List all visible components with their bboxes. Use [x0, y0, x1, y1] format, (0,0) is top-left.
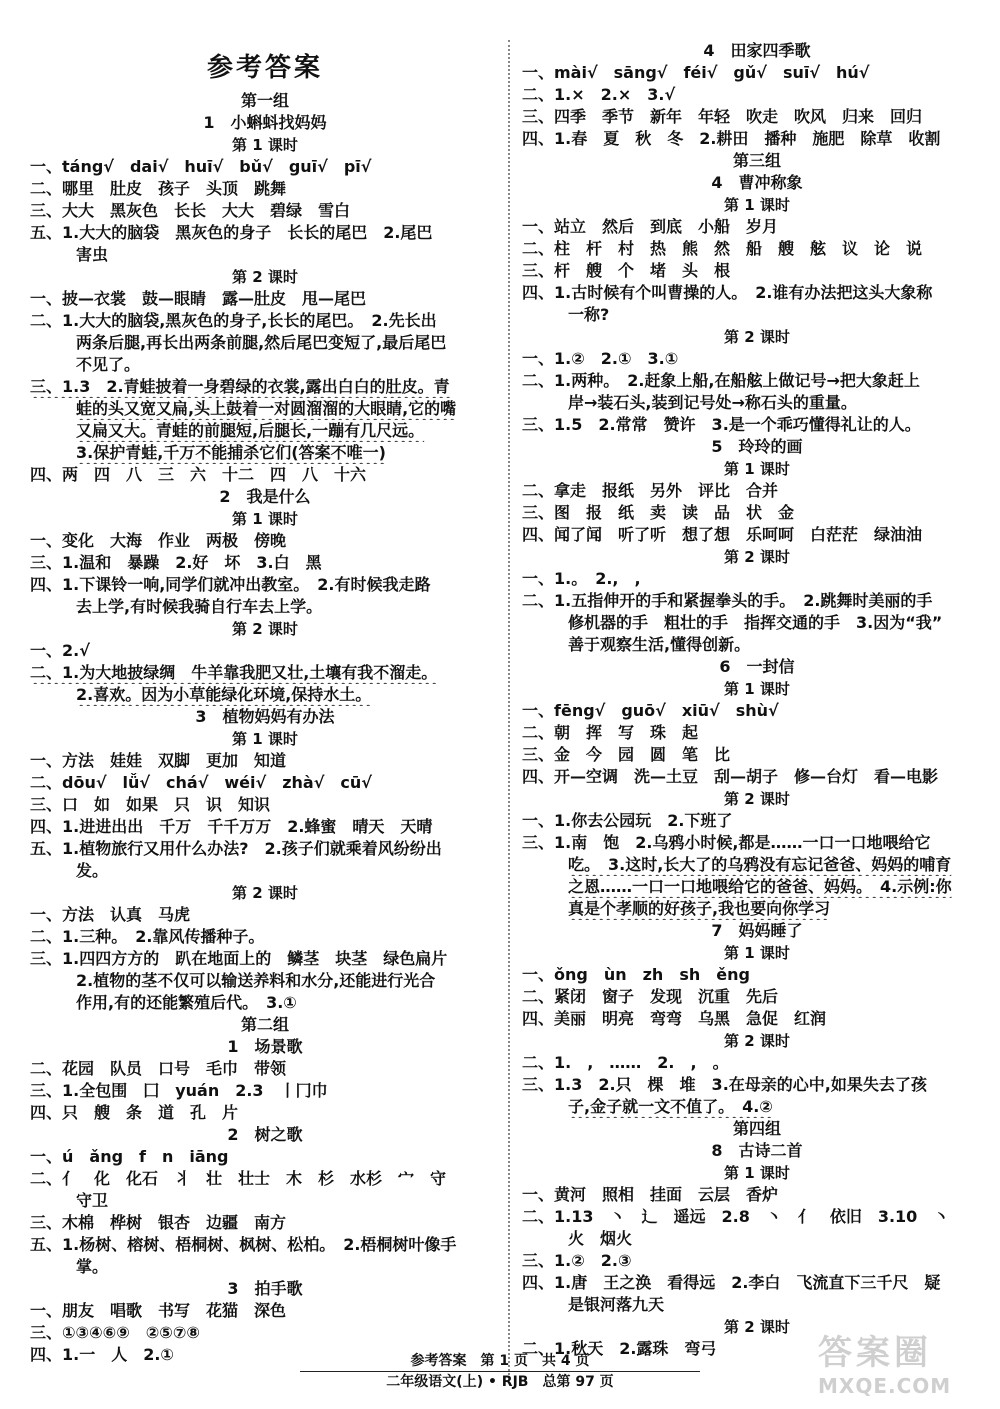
answer-line: 四、两 四 八 三 六 十二 四 八 十六	[30, 465, 367, 484]
answer-line: 一、朋友 唱歌 书写 花猫 深色	[30, 1301, 287, 1320]
answer-line: 二、紧闭 窗子 发现 沉重 先后	[522, 987, 779, 1006]
answer-line: 四、1.古时候有个叫曹操的人。 2.谁有办法把这头大象称	[522, 283, 933, 302]
answer-line: 一、ǒng ùn zh sh ěng	[522, 965, 750, 984]
answer-line: 火 烟火	[568, 1229, 633, 1248]
answer-line: 岸→装石头,装到记号处→称石头的重量。	[568, 393, 857, 412]
answer-line: 害虫	[76, 245, 109, 264]
answer-line: 三、木棉 桦树 银杏 边疆 南方	[30, 1213, 287, 1232]
wavy-underlined-text: 蛙的头又宽又扁,头上鼓着一对圆溜溜的大眼睛,它的嘴	[76, 399, 457, 418]
answer-line: 修机器的手 粗壮的手 指挥交通的手 3.因为“我”	[568, 613, 943, 632]
period-heading: 第 1 课时	[724, 460, 790, 478]
wavy-underlined-text: 三、1.3 2.青蛙披着一身碧绿的衣裳,露出白白的肚皮。青	[30, 377, 450, 396]
watermark-url: MXQE.COM	[818, 1374, 952, 1398]
watermark-logo	[818, 1325, 988, 1400]
period-heading: 第 2 课时	[724, 548, 790, 566]
answer-line: 一、ú ǎng f n iāng	[30, 1147, 229, 1166]
answer-line: 三、大大 黑灰色 长长 大大 碧绿 雪白	[30, 201, 351, 220]
period-heading: 第 1 课时	[724, 196, 790, 214]
answer-line	[30, 398, 500, 420]
answer-line: 五、1.杨树、榕树、梧桐树、枫树、松柏。 2.梧桐树叶像手	[30, 1235, 457, 1254]
column-divider	[508, 40, 510, 1375]
group-heading: 第三组	[732, 151, 781, 170]
answer-line: 三、1.3 2.只 棵 堆 3.在母亲的心中,如果失去了孩	[522, 1075, 927, 1094]
answer-line: 一、2.√	[30, 641, 90, 660]
answer-line	[30, 662, 500, 684]
answer-line: 一、fēng√ guō√ xiū√ shù√	[522, 701, 779, 720]
lesson-heading: 5 玲玲的画	[711, 437, 803, 456]
right-column-body	[522, 40, 992, 1360]
period-heading: 第 1 课时	[232, 730, 298, 748]
answer-line: 四、1.春 夏 秋 冬 2.耕田 播种 施肥 除草 收割	[522, 129, 941, 148]
left-column-body	[30, 90, 500, 1366]
answer-line: 掌。	[76, 1257, 109, 1276]
answer-line: 二、1.大大的脑袋,黑灰色的身子,长长的尾巴。 2.先长出	[30, 311, 437, 330]
answer-line: 三、①③④⑥⑨ ②⑤⑦⑧	[30, 1323, 200, 1342]
period-heading: 第 2 课时	[724, 1318, 790, 1336]
lesson-heading: 3 植物妈妈有办法	[195, 707, 335, 726]
answer-line: 二、柱 杆 村 热 熊 然 船 艘 舷 议 论 说	[522, 239, 923, 258]
period-heading: 第 2 课时	[724, 328, 790, 346]
period-heading: 第 1 课时	[232, 136, 298, 154]
answer-line: 一、1.② 2.① 3.①	[522, 349, 679, 368]
answer-line: 三、四季 季节 新年 年轻 吹走 吹风 归来 回归	[522, 107, 923, 126]
answer-line: 五、1.植物旅行又用什么办法? 2.孩子们就乘着风纷纷出	[30, 839, 442, 858]
wavy-underlined-text: 3.保护青蛙,千万不能捕杀它们(答案不唯一)	[76, 443, 386, 462]
period-heading: 第 2 课时	[232, 268, 298, 286]
period-heading: 第 2 课时	[232, 620, 298, 638]
answer-line: 五、1.大大的脑袋 黑灰色的身子 长长的尾巴 2.尾巴	[30, 223, 433, 242]
answer-line: 四、开—空调 洗—土豆 刮—胡子 修—台灯 看—电影	[522, 767, 939, 786]
answer-line: 三、杆 艘 个 堵 头 根	[522, 261, 731, 280]
wavy-underlined-text: 之恩……一口一口地喂给它的爸爸、妈妈。 4.示例:你	[568, 877, 952, 896]
answer-line: 一、黄河 照相 挂面 云层 香炉	[522, 1185, 779, 1204]
answer-line: 四、闻了闻 听了听 想了想 乐呵呵 白茫茫 绿油油	[522, 525, 923, 544]
group-heading: 第二组	[240, 1015, 289, 1034]
period-heading: 第 1 课时	[724, 680, 790, 698]
answer-line: 二、1.三种。 2.靠风传播种子。	[30, 927, 265, 946]
lesson-heading: 4 曹冲称象	[711, 173, 803, 192]
answer-line: 二、1.13 丶 辶 遥远 2.8 丶 亻 依旧 3.10 丶	[522, 1207, 950, 1226]
answer-line: 善于观察生活,懂得创新。	[568, 635, 751, 654]
period-heading: 第 2 课时	[724, 790, 790, 808]
answer-line: 二、亻 化 化石 丬 壮 壮士 木 杉 水杉 宀 守	[30, 1169, 447, 1188]
answer-line	[522, 854, 992, 876]
answer-line: 两条后腿,再长出两条前腿,然后尾巴变短了,最后尾巴	[76, 333, 447, 352]
answer-line: 二、dōu√ lǚ√ chá√ wéi√ zhà√ cū√	[30, 773, 372, 792]
answer-line: 是银河落九天	[568, 1295, 665, 1314]
answer-line: 2.植物的茎不仅可以输送养料和水分,还能进行光合	[76, 971, 436, 990]
answer-line: 三、1.温和 暴躁 2.好 坏 3.白 黑	[30, 553, 322, 572]
answer-line: 三、1.全包围 囗 yuán 2.3 丨冂巾	[30, 1081, 328, 1100]
period-heading: 第 1 课时	[232, 510, 298, 528]
wavy-underlined-text: 2.喜欢。因为小草能绿化环境,保持水土。	[76, 685, 372, 704]
answer-line	[30, 420, 500, 442]
answer-line: 一、变化 大海 作业 两极 傍晚	[30, 531, 287, 550]
answer-line: 三、1.② 2.③	[522, 1251, 632, 1270]
answer-line: 四、只 艘 条 道 孔 片	[30, 1103, 239, 1122]
lesson-heading: 8 古诗二首	[711, 1141, 803, 1160]
wavy-underlined-text: 二、1.为大地披绿绸 牛羊靠我肥又壮,土壤有我不溜走。	[30, 663, 438, 682]
lesson-heading: 2 树之歌	[227, 1125, 303, 1144]
answer-line: 二、朝 挥 写 珠 起	[522, 723, 699, 742]
answer-line: 二、哪里 肚皮 孩子 头顶 跳舞	[30, 179, 287, 198]
lesson-heading: 4 田家四季歌	[703, 41, 811, 60]
answer-line	[30, 442, 500, 464]
lesson-heading: 2 我是什么	[219, 487, 311, 506]
lesson-heading: 7 妈妈睡了	[711, 921, 803, 940]
answer-line	[30, 684, 500, 706]
footer-page-info: 参考答案 第 1 页 共 4 页	[410, 1353, 590, 1369]
period-heading: 第 2 课时	[232, 884, 298, 902]
answer-line	[522, 898, 992, 920]
answer-line: 二、花园 队员 口号 毛巾 带领	[30, 1059, 287, 1078]
answer-line: 一、táng√ dai√ huī√ bǔ√ guī√ pī√	[30, 157, 372, 176]
period-heading: 第 1 课时	[724, 944, 790, 962]
answer-line: 去上学,有时候我骑自行车去上学。	[76, 597, 323, 616]
answer-line: 三、1.南 饱 2.乌鸦小时候,都是……一口一口地喂给它	[522, 833, 931, 852]
answer-line	[30, 376, 500, 398]
answer-line: 二、1.五指伸开的手和紧握拳头的手。 2.跳舞时美丽的手	[522, 591, 933, 610]
answer-line: 四、1.一 人 2.①	[30, 1345, 174, 1364]
watermark-logo-text: 答案圈	[818, 1333, 932, 1373]
page-footer	[300, 1351, 700, 1392]
answer-line: 一、站立 然后 到底 小船 岁月	[522, 217, 779, 236]
group-heading: 第四组	[732, 1119, 781, 1138]
answer-line: 四、1.进进出出 千万 千千万万 2.蜂蜜 晴天 天晴	[30, 817, 433, 836]
answer-line: 一、1.你去公园玩 2.下班了	[522, 811, 733, 830]
answer-line: 作用,有的还能繁殖后代。 3.①	[76, 993, 297, 1012]
answer-line: 二、1. , …… 2. , 。	[522, 1053, 729, 1072]
wavy-underlined-text: 子,金子就一文不值了。 4.②	[568, 1097, 773, 1116]
answer-line: 四、1.唐 王之涣 看得远 2.李白 飞流直下三千尺 疑	[522, 1273, 941, 1292]
answer-line: 二、1.秋天 2.露珠 弯弓	[522, 1339, 717, 1358]
answer-line: 二、1.× 2.× 3.√	[522, 85, 676, 104]
answer-line: 三、金 今 园 圆 笔 比	[522, 745, 731, 764]
period-heading: 第 2 课时	[724, 1032, 790, 1050]
wavy-underlined-text: 真是个孝顺的好孩子,我也要向你学习	[568, 899, 831, 918]
answer-line: 四、美丽 明亮 弯弯 乌黑 急促 红润	[522, 1009, 827, 1028]
answer-line: 二、拿走 报纸 另外 评比 合并	[522, 481, 779, 500]
answer-line	[522, 876, 992, 898]
answer-line: 一、1.。 2., ,	[522, 569, 641, 588]
answer-line	[522, 1096, 992, 1118]
page-title: 参考答案	[206, 53, 323, 83]
group-heading: 第一组	[240, 91, 289, 110]
lesson-heading: 6 一封信	[719, 657, 795, 676]
answer-line: 三、1.四四方方的 趴在地面上的 鳞茎 块茎 绿色扁片	[30, 949, 448, 968]
answer-line: 三、口 如 如果 只 识 知识	[30, 795, 271, 814]
answer-line: 不见了。	[76, 355, 141, 374]
answer-line: 一、披—衣裳 鼓—眼睛 露—肚皮 甩—尾巴	[30, 289, 367, 308]
wavy-underlined-text: 又扁又大。青蛙的前腿短,后腿长,一蹦有几尺远。	[76, 421, 425, 440]
answer-line: 三、图 报 纸 卖 读 品 状 金	[522, 503, 795, 522]
answer-line: 四、1.下课铃一响,同学们就冲出教室。 2.有时候我走路	[30, 575, 431, 594]
right-column	[522, 40, 992, 1360]
answer-line: 一、方法 认真 马虎	[30, 905, 191, 924]
answer-line: 三、1.5 2.常常 赞许 3.是一个乖巧懂得礼让的人。	[522, 415, 921, 434]
answer-line: 守卫	[76, 1191, 109, 1210]
answer-line: 一称?	[568, 305, 610, 324]
answer-line: 发。	[76, 861, 109, 880]
wavy-underlined-text: 吃。 3.这时,长大了的乌鸦没有忘记爸爸、妈妈的哺育	[568, 855, 952, 874]
lesson-heading: 1 小蝌蚪找妈妈	[203, 113, 327, 132]
answer-line: 一、mài√ sāng√ féi√ gǔ√ suī√ hú√	[522, 63, 870, 82]
answer-line: 一、方法 娃娃 双脚 更加 知道	[30, 751, 287, 770]
answer-line: 二、1.两种。 2.赶象上船,在船舷上做记号→把大象赶上	[522, 371, 920, 390]
lesson-heading: 3 拍手歌	[227, 1279, 303, 1298]
footer-book-info: 二年级语文(上) • RJB 总第 97 页	[300, 1371, 700, 1392]
lesson-heading: 1 场景歌	[227, 1037, 303, 1056]
left-column	[30, 40, 500, 1366]
period-heading: 第 1 课时	[724, 1164, 790, 1182]
